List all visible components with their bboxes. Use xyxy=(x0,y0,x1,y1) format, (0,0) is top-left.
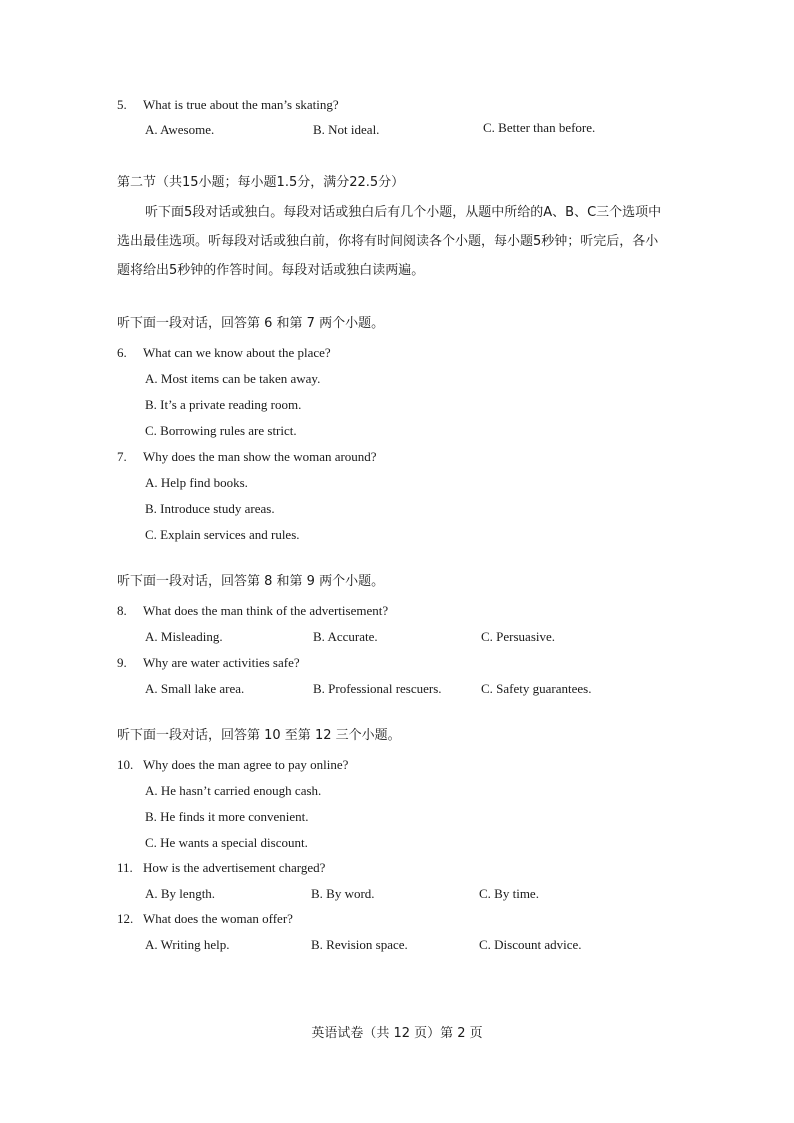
instruction-line-2: 选出最佳选项。听每段对话或独白前，你将有时间阅读各个小题，每小题5秒钟；听完后，各小 xyxy=(117,234,659,249)
option-a: A. Writing help. xyxy=(145,937,230,952)
group-2-instruction: 听下面一段对话，回答第 8 和第 9 两个小题。 xyxy=(117,574,385,589)
option-c: C. Better than before. xyxy=(483,120,596,135)
question-text: What is true about the man’s skating? xyxy=(143,97,339,112)
option-b: B. By word. xyxy=(311,886,375,901)
question-6 xyxy=(117,345,331,361)
question-11 xyxy=(117,860,325,876)
option-b: B. Revision space. xyxy=(311,937,408,952)
question-7 xyxy=(117,449,377,465)
question-number: 11. xyxy=(117,860,133,875)
option-a: A. Misleading. xyxy=(145,629,223,644)
group-3-instruction: 听下面一段对话，回答第 10 至第 12 三个小题。 xyxy=(117,728,401,743)
option-a: A. He hasn’t carried enough cash. xyxy=(145,783,322,798)
question-text: How is the advertisement charged? xyxy=(143,860,326,875)
option-a: A. Help find books. xyxy=(145,475,248,490)
option-b: B. Professional rescuers. xyxy=(313,681,442,696)
question-text: What does the man think of the advertisement? xyxy=(143,603,389,618)
question-9 xyxy=(117,655,300,671)
group-1-instruction: 听下面一段对话，回答第 6 和第 7 两个小题。 xyxy=(117,316,385,331)
question-number: 10. xyxy=(117,757,134,772)
question-text: What does the woman offer? xyxy=(143,911,293,926)
option-c: C. Persuasive. xyxy=(481,629,556,644)
option-c: C. Explain services and rules. xyxy=(145,527,300,542)
question-number: 8. xyxy=(117,603,127,618)
option-c: C. Borrowing rules are strict. xyxy=(145,423,297,438)
question-number: 7. xyxy=(117,449,127,464)
question-8 xyxy=(117,603,388,619)
option-b: B. He finds it more convenient. xyxy=(145,809,309,824)
option-a: A. By length. xyxy=(145,886,216,901)
instruction-line-1: 听下面5段对话或独白。每段对话或独白后有几个小题，从题中所给的A、B、C三个选项中 xyxy=(145,205,662,220)
option-a: A. Awesome. xyxy=(145,122,215,137)
question-12 xyxy=(117,911,293,927)
question-number: 5. xyxy=(117,97,127,112)
section-heading: 第二节（共15小题；每小题1.5分，满分22.5分） xyxy=(117,175,405,190)
option-b: B. It’s a private reading room. xyxy=(145,397,302,412)
option-b: B. Not ideal. xyxy=(313,122,380,137)
option-c: C. By time. xyxy=(479,886,539,901)
option-c: C. He wants a special discount. xyxy=(145,835,308,850)
question-number: 12. xyxy=(117,911,134,926)
question-10 xyxy=(117,757,348,773)
option-b: B. Accurate. xyxy=(313,629,378,644)
option-a: A. Small lake area. xyxy=(145,681,245,696)
instruction-line-3: 题将给出5秒钟的作答时间。每段对话或独白读两遍。 xyxy=(117,263,425,278)
question-number: 6. xyxy=(117,345,127,360)
question-5 xyxy=(117,97,339,113)
question-text: Why are water activities safe? xyxy=(143,655,300,670)
question-text: What can we know about the place? xyxy=(143,345,331,360)
question-text: Why does the man show the woman around? xyxy=(143,449,377,464)
question-text: Why does the man agree to pay online? xyxy=(143,757,349,772)
option-b: B. Introduce study areas. xyxy=(145,501,275,516)
question-number: 9. xyxy=(117,655,127,670)
page-footer: 英语试卷（共 12 页）第 2 页 xyxy=(311,1026,483,1041)
option-c: C. Safety guarantees. xyxy=(481,681,592,696)
option-c: C. Discount advice. xyxy=(479,937,582,952)
option-a: A. Most items can be taken away. xyxy=(145,371,321,386)
